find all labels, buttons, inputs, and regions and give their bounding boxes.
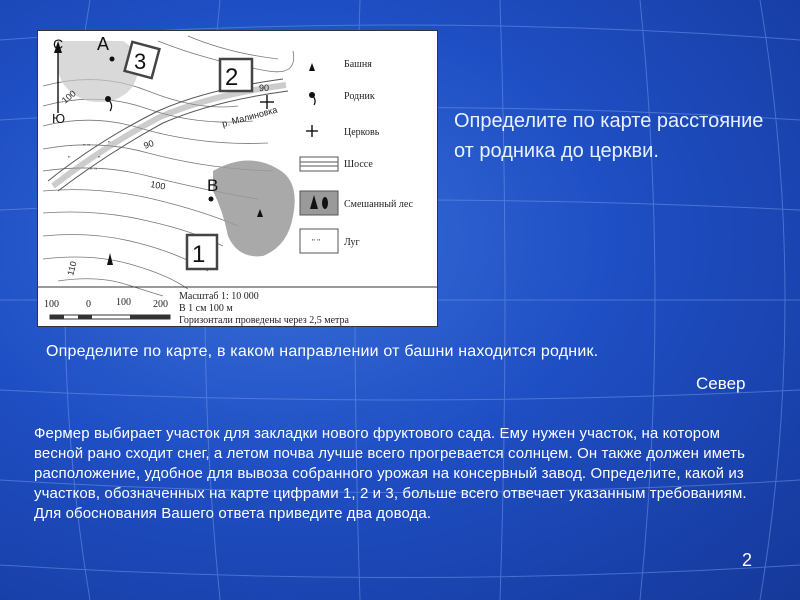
north-label: С: [53, 36, 64, 52]
svg-text:" ": " ": [90, 168, 97, 175]
point-a-label: А: [97, 34, 110, 54]
contour-label-2: 90: [259, 83, 270, 93]
scale-line2: Горизонтали проведены через 2,5 метра: [179, 315, 349, 326]
plot-3-label: 3: [134, 49, 147, 74]
legend-meadow: Луг: [344, 237, 360, 248]
svg-text:": ": [68, 156, 71, 163]
legend-highway: Шоссе: [344, 159, 373, 170]
question-2-text: Определите по карте, в каком направлении от башни находится родник.: [46, 343, 599, 360]
slide-number: 2: [742, 550, 753, 570]
map-scale: [38, 287, 437, 326]
contour-label-1: 100: [59, 88, 78, 106]
legend-spring: Родник: [344, 91, 375, 102]
scale-line1: В 1 см 100 м: [179, 303, 233, 314]
contour-label-5: 90: [142, 138, 156, 151]
svg-text:": ": [98, 156, 101, 163]
map-legend: [300, 59, 414, 253]
answer-2-text: Север: [696, 374, 746, 393]
legend-tower: Башня: [344, 59, 372, 70]
scale-tick-4: 200: [153, 299, 168, 310]
south-label: Ю: [52, 111, 66, 126]
svg-text:" ": " ": [312, 238, 320, 247]
river-label: р. Малиновка: [220, 104, 279, 129]
topographic-map: [37, 30, 438, 327]
svg-text:": ": [108, 141, 111, 148]
scale-tick-3: 100: [116, 297, 131, 308]
plot-1-label: 1: [192, 241, 206, 268]
plot-2-label: 2: [225, 64, 239, 91]
point-b-label: В: [207, 176, 219, 195]
question-1-text: Определите по карте расстояние от родника до церкви.: [454, 110, 764, 162]
scale-tick-2: 0: [86, 299, 91, 310]
legend-forest: Смешанный лес: [344, 199, 413, 210]
legend-church: Церковь: [344, 127, 380, 138]
svg-text:" ": " ": [83, 144, 90, 151]
scale-tick-1: 100: [44, 299, 59, 310]
scale-title: Масштаб 1: 10 000: [179, 291, 259, 302]
contour-label-3: 100: [149, 179, 167, 192]
question-3-text: Фермер выбирает участок для закладки нового фруктового сада. Ему нужен участок, на котором весной рано сходит снег, а летом почва лучше всего прогревается солнцем. Он также должен иметь расположение, удобное для вывоза собранного урожая на консервный завод. Определите, какой из участков, обозначенных на карте цифрами 1, 2 и 3, больше всего отвечает указанным требованиям. Для обоснования Вашего ответа приведите два довода.: [34, 425, 747, 522]
contour-label-4: 110: [65, 260, 79, 277]
map-area: [43, 34, 295, 296]
